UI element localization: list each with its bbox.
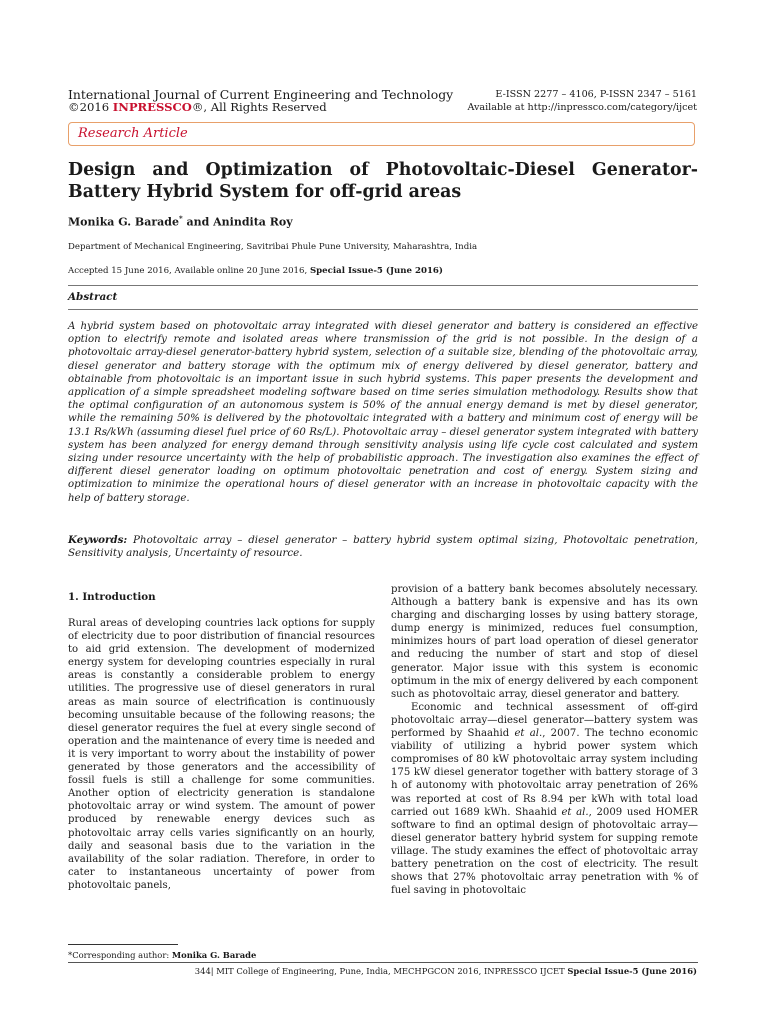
availability-line: Available at http://inpressco.com/category/ijcet — [467, 102, 697, 113]
abstract-heading: Abstract — [68, 291, 118, 303]
dates-text: Accepted 15 June 2016, Available online 20 June 2016, — [68, 266, 310, 276]
issn-line: E-ISSN 2277 – 4106, P-ISSN 2347 – 5161 — [495, 89, 697, 100]
footnote-label: *Corresponding author: — [68, 950, 172, 960]
copyright-prefix: ©2016 — [68, 100, 113, 114]
footer-text: 344| MIT College of Engineering, Pune, India, MECHPGCON 2016, INPRESSCO IJCET — [194, 966, 568, 976]
footer-issue: Special Issue-5 (June 2016) — [567, 966, 697, 976]
article-type-box — [68, 122, 695, 146]
et-al-1: et al. — [514, 728, 543, 740]
author-secondary: and Anindita Roy — [182, 215, 293, 229]
footnote-rule — [68, 944, 178, 945]
body-column-right — [391, 583, 698, 897]
section-heading-introduction: 1. Introduction — [68, 591, 156, 603]
abstract-text: A hybrid system based on photovoltaic array integrated with diesel generator and battery is considered an effective option to electrify remote and isolated areas where transmission of the grid is not possible. In the design of a photovoltaic array-diesel generator-battery hybrid system, selection of a suitable size, blending of the photovoltaic array, diesel generator and battery storage with the optimum mix of energy delivered by diesel generator, battery and obtainable from photovoltaic is an important issue in such hybrid systems. This paper presents the development and application of a simple spreadsheet modeling software based on time series simulation methodology. Results show that the optimal configuration of an autonomous system is 50% of the annual energy demand is met by diesel generator, while the remaining 50% is delivered by the photovoltaic integrated with a battery and minimum cost of energy will be 13.1 Rs/kWh (assuming diesel fuel price of 60 Rs/L). Photovoltaic array – diesel generator system integrated with battery system has been analyzed for energy demand through sensitivity analysis using life cycle cost calculated and system sizing under resource uncertainty with the help of probabilistic approach. The investigation also examines the effect of different diesel generator loading on optimum photovoltaic penetration and cost of energy. System sizing and optimization to minimize the operational hours of diesel generator with an increase in photovoltaic capacity with the help of battery storage. — [68, 321, 698, 504]
article-type-label: Research Article — [78, 126, 188, 141]
para3-part-c: , 2009 used HOMER software to find an optimal design of photovoltaic array—diesel generator battery hybrid system for supping remote village. The study examines the effect of photovoltaic array battery penetration on the cost of electricity. The result shows that 27% photovoltaic array penetration with % of fuel saving in photovoltaic — [391, 806, 698, 897]
journal-issn-block — [467, 88, 697, 114]
corresponding-mark: * — [178, 214, 183, 223]
footer-rule — [68, 962, 698, 963]
page-footer — [195, 966, 697, 976]
intro-paragraph-2: provision of a battery bank becomes absolutely necessary. Although a battery bank is expensive and has its own charging and discharging losses by using battery storage, dump energy is minimized, reduces fuel consumption, minimizes hours of part load operation of diesel generator and reducing the number of start and stop of diesel generator. Major issue with this system is economic optimum in the mix of energy delivered by each component such as photovoltaic array, diesel generator and battery. — [391, 584, 698, 700]
intro-paragraph-3 — [391, 701, 698, 897]
copyright-line — [68, 101, 453, 114]
publisher-brand: INPRESSCO — [112, 100, 192, 114]
keywords — [68, 534, 698, 560]
para3-part-a: Economic and technical assessment of off-gird photovoltaic array—diesel generator—battery system was performed by Shaahid — [391, 701, 698, 740]
corresponding-author-footnote — [68, 950, 256, 960]
keywords-text: Photovoltaic array – diesel generator – battery hybrid system optimal sizing, Photovoltaic penetration, Sensitivity analysis, Uncertainty of resource. — [68, 534, 698, 560]
para3-part-b: , 2007. The techno economic viability of utilizing a hybrid power system which compromises of 80 kW photovoltaic array system including 175 kW diesel generator together with battery storage of 3 h of autonomy with photovoltaic array penetration of 26% was reported at cost of Rs 8.94 per kWh with total load carried out 1689 kWh. Shaahid — [391, 728, 698, 818]
special-issue: Special Issue-5 (June 2016) — [309, 266, 443, 276]
abstract-heading-rule — [68, 309, 698, 310]
et-al-2: et al. — [561, 806, 589, 818]
journal-header — [68, 88, 453, 114]
abstract-top-rule — [68, 285, 698, 286]
keywords-label: Keywords: — [68, 534, 128, 546]
author-primary: Monika G. Barade — [68, 215, 179, 229]
author-line — [68, 214, 293, 229]
journal-name: International Journal of Current Engineering and Technology — [68, 87, 454, 102]
body-column-left — [68, 617, 375, 892]
affiliation: Department of Mechanical Engineering, Savitribai Phule Pune University, Maharashtra, India — [68, 242, 478, 252]
copyright-suffix: ®, All Rights Reserved — [191, 100, 327, 114]
publication-dates — [68, 266, 443, 276]
paper-title: Design and Optimization of Photovoltaic-Diesel Generator-Battery Hybrid System for off-grid areas — [68, 160, 698, 202]
intro-paragraph-1: Rural areas of developing countries lack options for supply of electricity due to poor distribution of financial resources to aid grid extension. The development of modernized energy system for developing countries especially in rural areas is constantly a considerable problem to energy utilities. The progressive use of diesel generators in rural areas as main source of electrification is continuously becoming unsuitable because of the following reasons; the diesel generator requires the fuel at every single second of operation and the maintenance of every time is needed and it is very important to worry about the instability of power generated by those generators and the accessibility of fossil fuels is still a challenge for some communities. Another option of electricity generation is standalone photovoltaic array or wind system. The amount of power produced by renewable energy devices such as photovoltaic array cells varies significantly on an hourly, daily and seasonal basis due to the variation in the availability of the solar radiation. Therefore, in order to cater to instantaneous uncertainty of power from photovoltaic panels, — [68, 618, 375, 891]
footnote-name: Monika G. Barade — [171, 950, 257, 960]
